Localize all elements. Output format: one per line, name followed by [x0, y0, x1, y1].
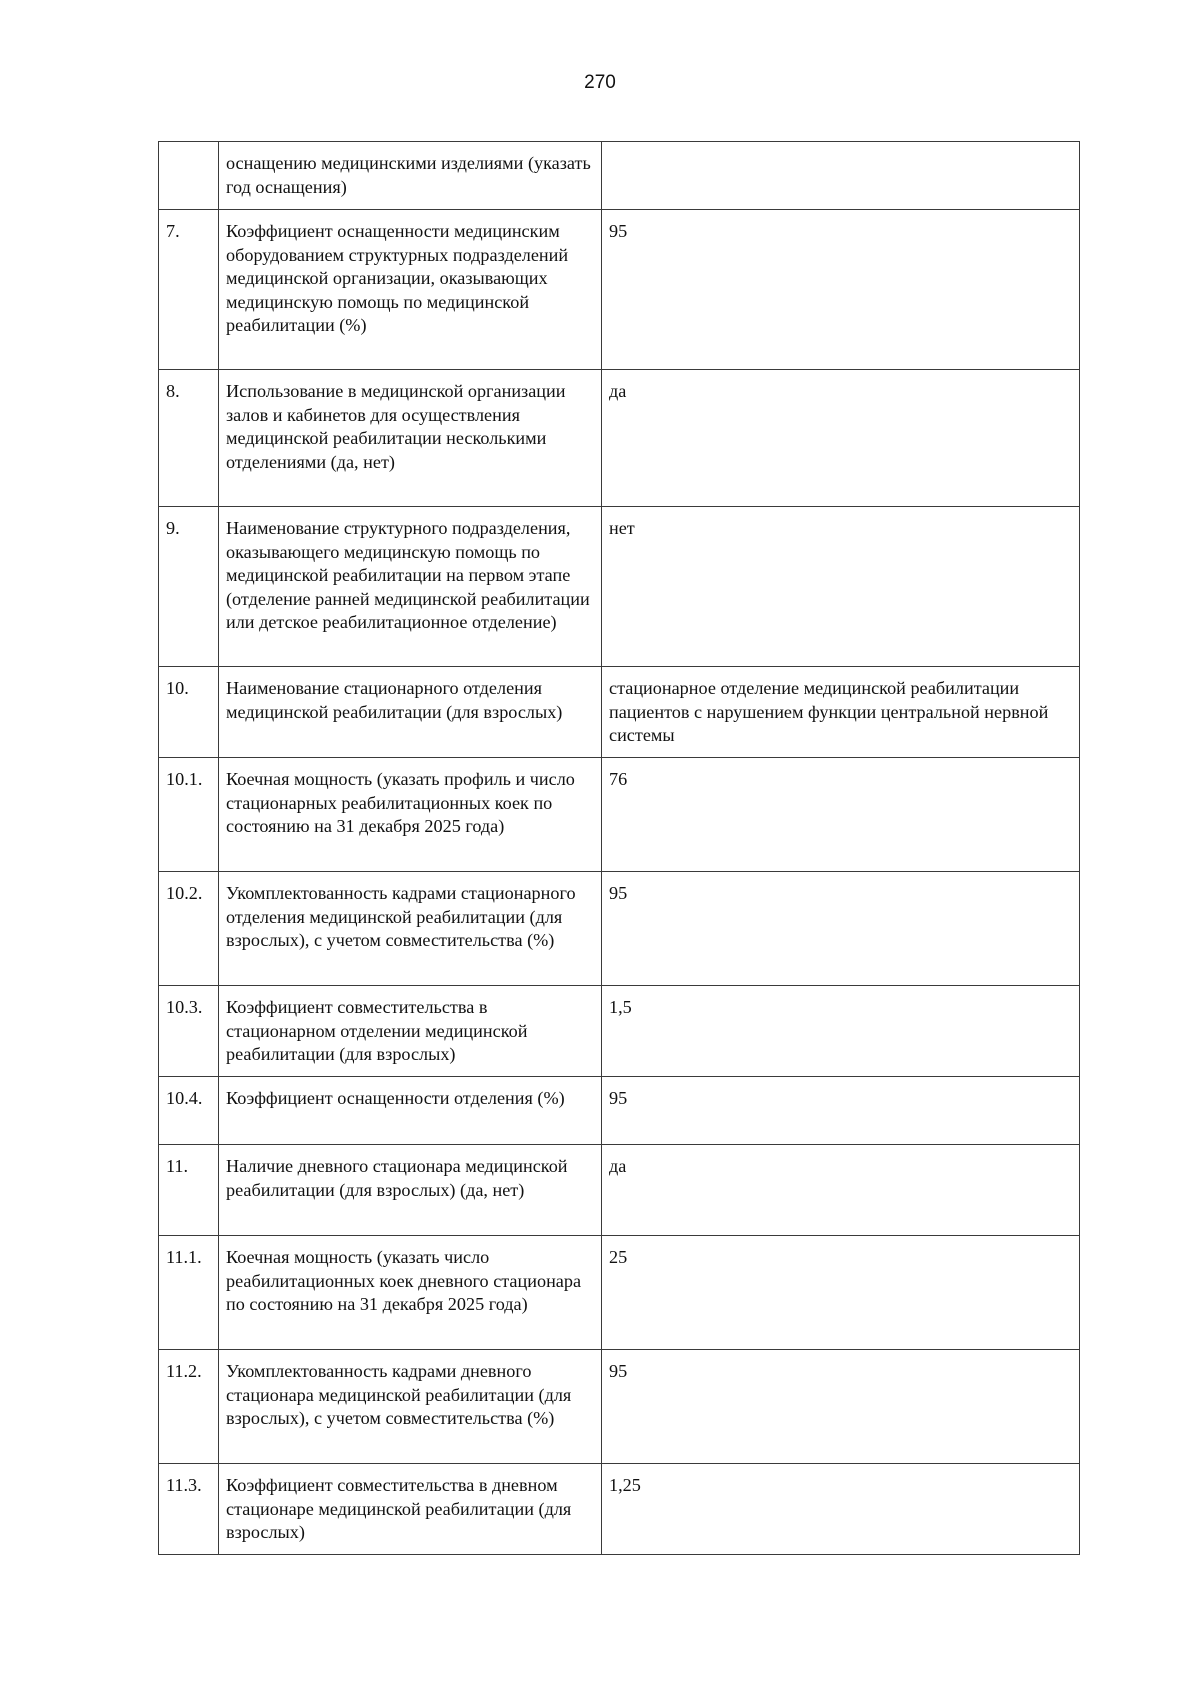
row-number: 10.4.	[159, 1077, 219, 1145]
row-value: 25	[602, 1236, 1080, 1350]
table-row	[159, 872, 1080, 986]
row-number	[159, 142, 219, 210]
row-value: да	[602, 1145, 1080, 1236]
table-row	[159, 507, 1080, 667]
row-number: 8.	[159, 370, 219, 507]
row-description: оснащению медицинскими изделиями (указать год оснащения)	[219, 142, 602, 210]
table-row	[159, 758, 1080, 872]
row-number: 11.	[159, 1145, 219, 1236]
table-row	[159, 142, 1080, 210]
row-value: да	[602, 370, 1080, 507]
row-value: 1,25	[602, 1464, 1080, 1555]
row-number: 11.2.	[159, 1350, 219, 1464]
row-number: 9.	[159, 507, 219, 667]
row-description: Коечная мощность (указать число реабилитационных коек дневного стационара по состоянию на 31 декабря 2025 года)	[219, 1236, 602, 1350]
table-row	[159, 1464, 1080, 1555]
row-value: стационарное отделение медицинской реабилитации пациентов с нарушением функции центральной нервной системы	[602, 667, 1080, 758]
row-number: 11.1.	[159, 1236, 219, 1350]
row-value: 1,5	[602, 986, 1080, 1077]
row-description: Коэффициент совместительства в дневном стационаре медицинской реабилитации (для взрослых)	[219, 1464, 602, 1555]
row-description: Наименование структурного подразделения, оказывающего медицинскую помощь по медицинской реабилитации на первом этапе (отделение ранней медицинской реабилитации или детское реабилитационное отделение)	[219, 507, 602, 667]
row-description: Наименование стационарного отделения медицинской реабилитации (для взрослых)	[219, 667, 602, 758]
table-row	[159, 667, 1080, 758]
row-description: Коэффициент оснащенности медицинским оборудованием структурных подразделений медицинской организации, оказывающих медицинскую помощь по медицинской реабилитации (%)	[219, 210, 602, 370]
indicators-table	[158, 141, 1080, 1555]
table-row	[159, 210, 1080, 370]
row-number: 10.2.	[159, 872, 219, 986]
page-number: 270	[584, 72, 616, 93]
table-row	[159, 1077, 1080, 1145]
row-description: Коэффициент совместительства в стационарном отделении медицинской реабилитации (для взрослых)	[219, 986, 602, 1077]
row-description: Наличие дневного стационара медицинской реабилитации (для взрослых) (да, нет)	[219, 1145, 602, 1236]
row-value: 95	[602, 1350, 1080, 1464]
table-row	[159, 1236, 1080, 1350]
row-value: 95	[602, 872, 1080, 986]
row-description: Использование в медицинской организации залов и кабинетов для осуществления медицинской реабилитации несколькими отделениями (да, нет)	[219, 370, 602, 507]
row-value: 95	[602, 210, 1080, 370]
table-row	[159, 986, 1080, 1077]
table-row	[159, 1350, 1080, 1464]
row-description: Коечная мощность (указать профиль и число стационарных реабилитационных коек по состоянию на 31 декабря 2025 года)	[219, 758, 602, 872]
table-row	[159, 370, 1080, 507]
row-number: 10.3.	[159, 986, 219, 1077]
row-number: 10.	[159, 667, 219, 758]
row-description: Укомплектованность кадрами дневного стационара медицинской реабилитации (для взрослых), с учетом совместительства (%)	[219, 1350, 602, 1464]
row-value	[602, 142, 1080, 210]
row-value: 76	[602, 758, 1080, 872]
row-description: Укомплектованность кадрами стационарного отделения медицинской реабилитации (для взрослых), с учетом совместительства (%)	[219, 872, 602, 986]
row-number: 11.3.	[159, 1464, 219, 1555]
row-value: нет	[602, 507, 1080, 667]
row-number: 7.	[159, 210, 219, 370]
row-number: 10.1.	[159, 758, 219, 872]
row-value: 95	[602, 1077, 1080, 1145]
row-description: Коэффициент оснащенности отделения (%)	[219, 1077, 602, 1145]
table-row	[159, 1145, 1080, 1236]
